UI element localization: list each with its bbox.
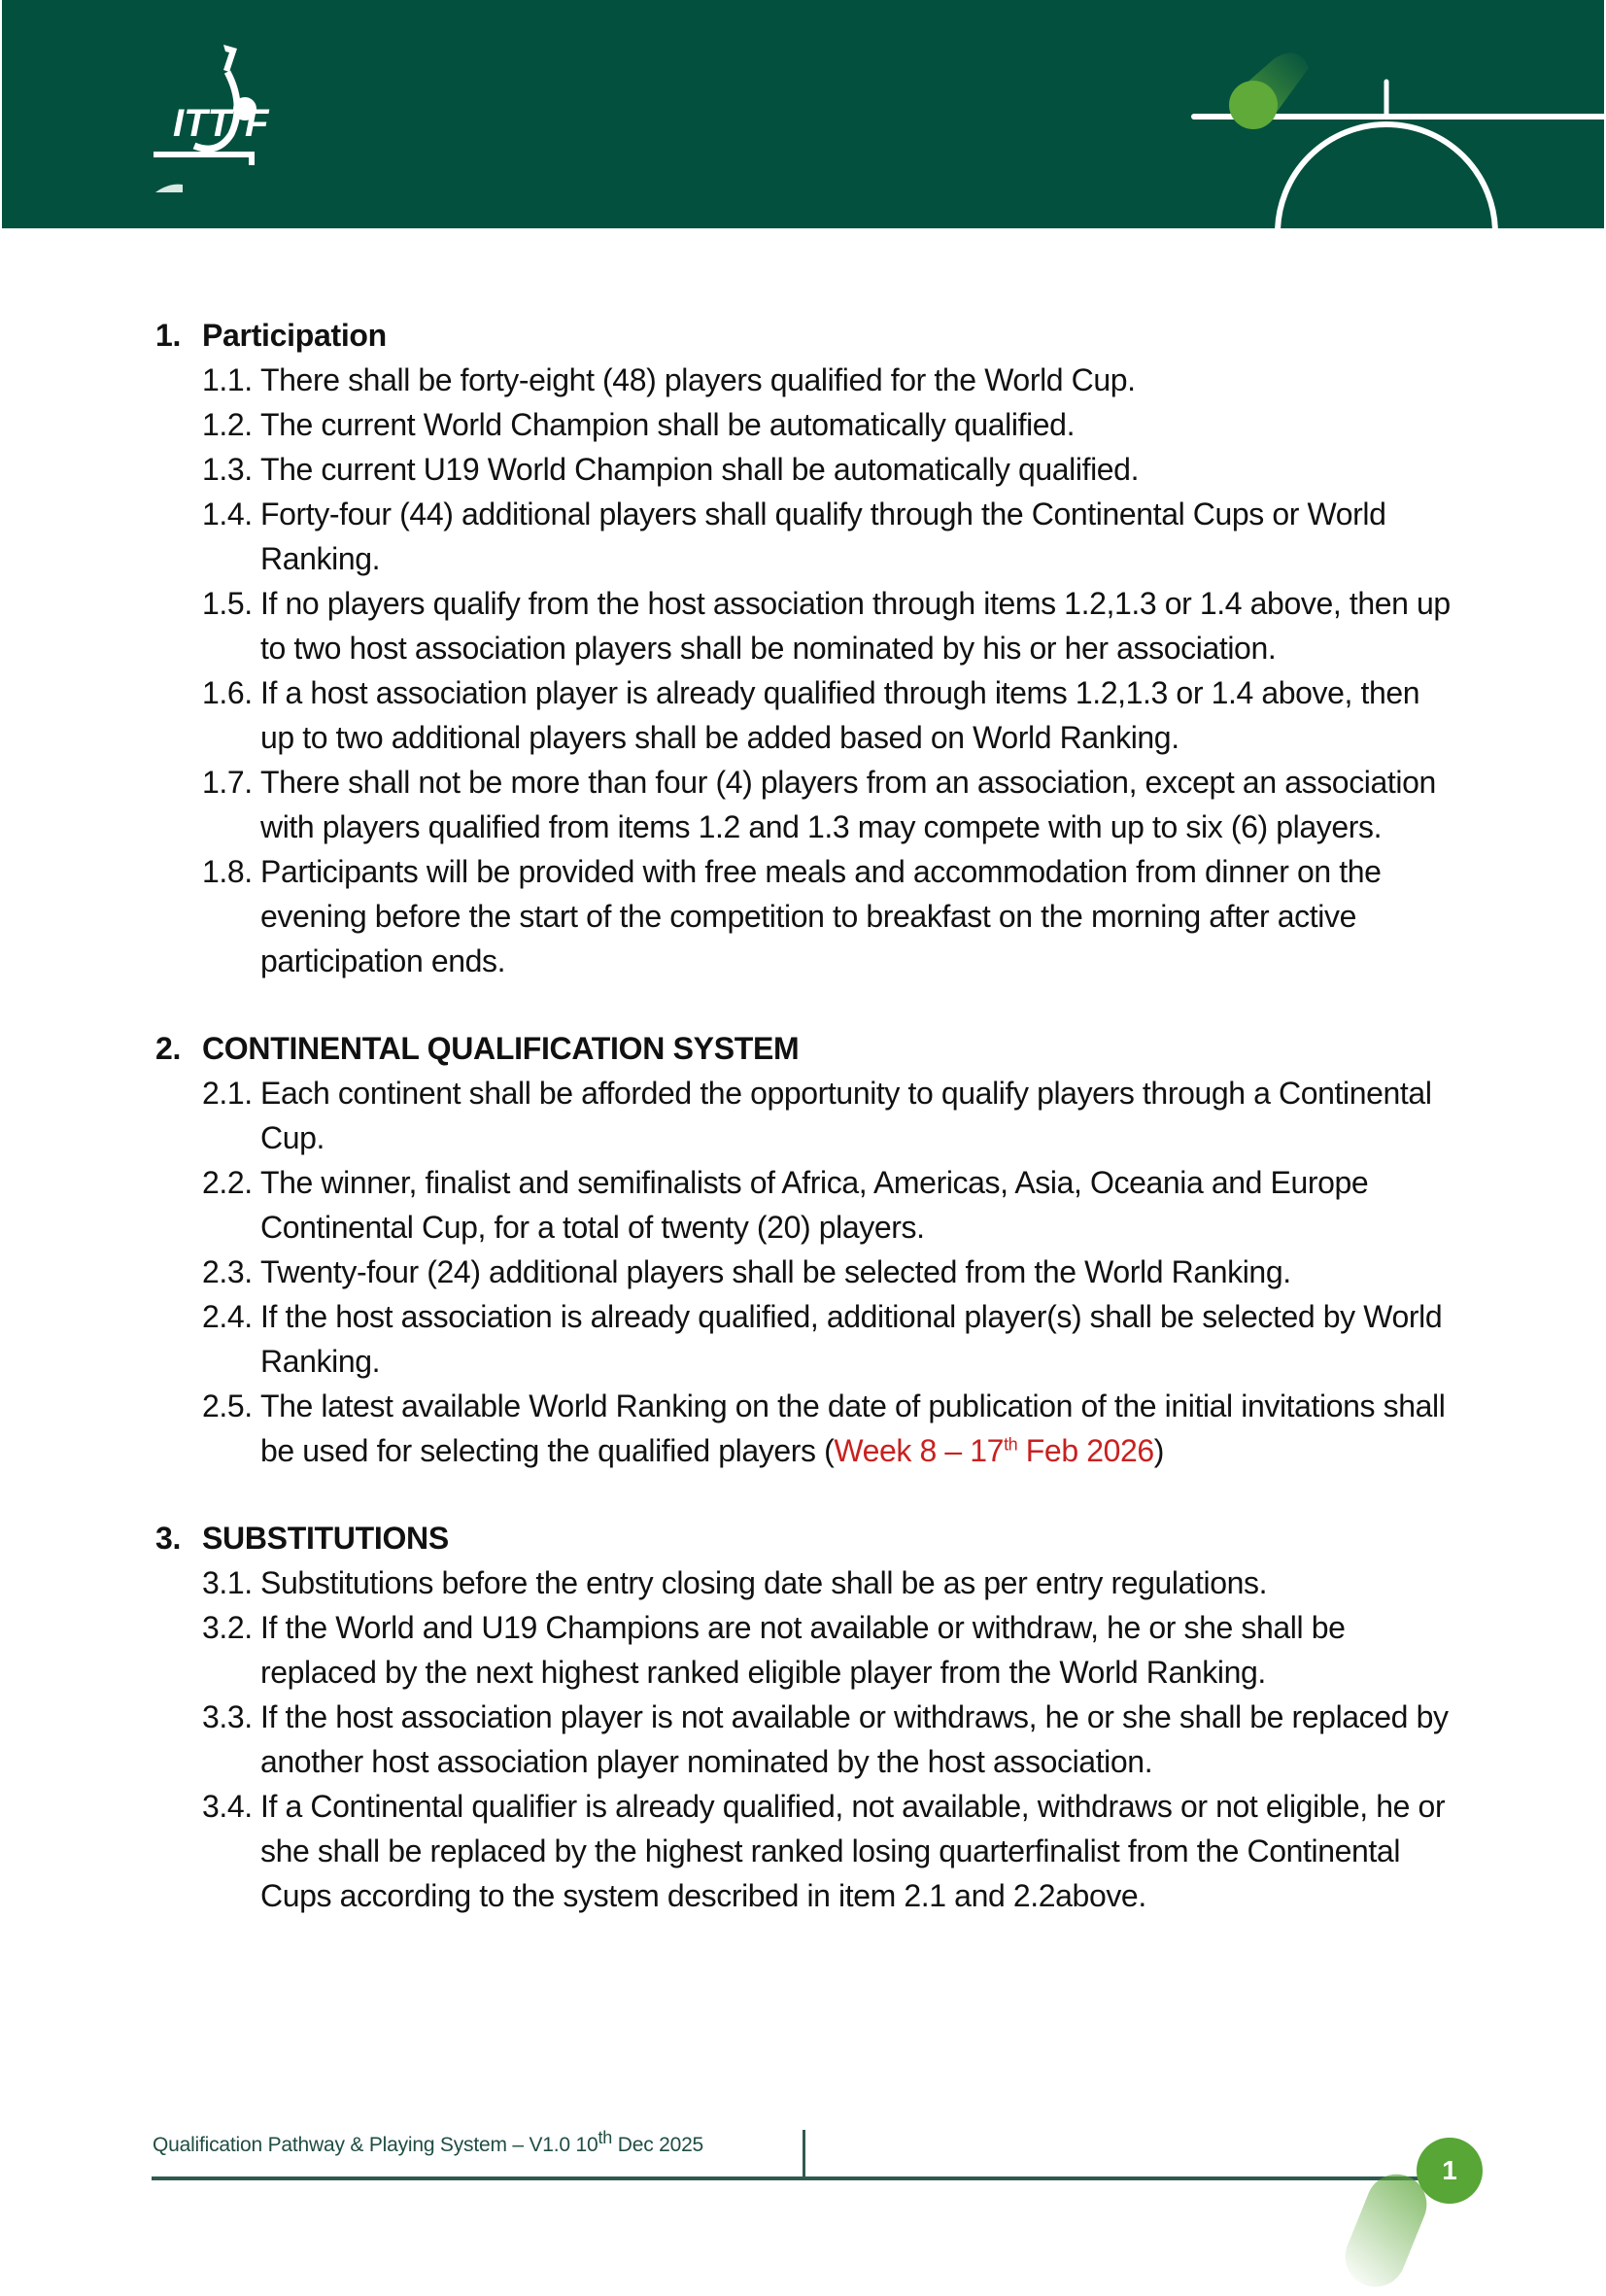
item-text: The current World Champion shall be automatically qualified. (260, 407, 1076, 442)
list-item (155, 1384, 1457, 1473)
item-text: There shall be forty-eight (48) players qualified for the World Cup. (260, 362, 1136, 397)
item-number: 1.7. (202, 765, 253, 800)
section-continental-qualification (155, 1026, 1457, 1473)
item-number: 1.1. (202, 362, 253, 397)
list-item (155, 1294, 1457, 1384)
item-number: 1.5. (202, 586, 253, 621)
list-item (155, 447, 1457, 492)
item-text: If the World and U19 Champions are not available or withdraw, he or she shall be replaced by the next highest ranked eligible player from the World Ranking. (260, 1610, 1346, 1690)
svg-text:F: F (245, 102, 269, 145)
footer-divider (803, 2130, 805, 2178)
list-item (155, 492, 1457, 581)
item-text: Twenty-four (24) additional players shall be selected from the World Ranking. (260, 1254, 1291, 1289)
list-item (155, 581, 1457, 670)
footer-document-title (153, 2128, 704, 2157)
page-number-badge: 1 (1417, 2138, 1483, 2204)
list-item (155, 402, 1457, 447)
section-heading (155, 313, 1457, 358)
item-number: 3.4. (202, 1789, 253, 1824)
document-body (155, 313, 1457, 1961)
item-text: Each continent shall be afforded the opportunity to qualify players through a Continental Cup. (260, 1076, 1432, 1155)
section-substitutions (155, 1516, 1457, 1918)
item-number: 1.8. (202, 854, 253, 889)
item-number: 2.4. (202, 1299, 253, 1334)
list-item (155, 1605, 1457, 1695)
section-title: CONTINENTAL QUALIFICATION SYSTEM (202, 1031, 800, 1066)
item-text: The current U19 World Champion shall be automatically qualified. (260, 452, 1140, 487)
footer-text: Dec 2025 (612, 2134, 704, 2156)
list-item (155, 760, 1457, 849)
highlight-text: Week 8 – 17 (834, 1433, 1005, 1468)
item-text: Participants will be provided with free meals and accommodation from dinner on the evening before the start of the competition to breakfast on the morning after active participation ends. (260, 854, 1382, 978)
highlight-text: Feb 2026 (1017, 1433, 1154, 1468)
closing-paren: ) (1153, 1433, 1165, 1468)
item-text: The winner, finalist and semifinalists of Africa, Americas, Asia, Oceania and Europe Continental Cup, for a total of twenty (20) players. (260, 1165, 1369, 1245)
section-title: SUBSTITUTIONS (202, 1521, 449, 1556)
item-number: 1.3. (202, 452, 253, 487)
list-item (155, 849, 1457, 983)
item-number: 1.6. (202, 675, 253, 710)
item-text: If the host association is already qualified, additional player(s) shall be selected by World Ranking. (260, 1299, 1443, 1379)
item-text: Substitutions before the entry closing date shall be as per entry regulations. (260, 1565, 1268, 1600)
item-number: 1.2. (202, 407, 253, 442)
item-number: 2.2. (202, 1165, 253, 1200)
section-participation (155, 313, 1457, 983)
footer-text: Qualification Pathway & Playing System – V1.0 10 (153, 2134, 598, 2156)
list-item (155, 1071, 1457, 1160)
item-text: Forty-four (44) additional players shall qualify through the Continental Cups or World Ranking. (260, 497, 1386, 576)
section-heading (155, 1516, 1457, 1560)
item-text (260, 1384, 1457, 1473)
item-number: 2.3. (202, 1254, 253, 1289)
section-heading (155, 1026, 1457, 1071)
ranking-week-highlight (834, 1433, 1153, 1468)
section-number: 2. (155, 1031, 182, 1066)
item-text: If a Continental qualifier is already qualified, not available, withdraws or not eligible, he or she shall be replaced by the highest ranked losing quarterfinalist from the Continental Cups according to the system described in item 2.1 and 2.2above. (260, 1789, 1446, 1913)
list-item (155, 670, 1457, 760)
item-number: 1.4. (202, 497, 253, 531)
ordinal-suffix: th (598, 2128, 613, 2147)
list-item (155, 358, 1457, 402)
item-text: If no players qualify from the host association through items 1.2,1.3 or 1.4 above, then up to two host association players shall be nominated by his or her association. (260, 586, 1451, 666)
item-number: 2.5. (202, 1388, 253, 1423)
item-text: There shall not be more than four (4) players from an association, except an association with players qualified from items 1.2 and 1.3 may compete with up to six (6) players. (260, 765, 1436, 844)
list-item (155, 1784, 1457, 1918)
svg-text:ITT: ITT (173, 102, 231, 145)
list-item (155, 1160, 1457, 1250)
section-number: 1. (155, 318, 182, 353)
item-number: 3.1. (202, 1565, 253, 1600)
list-item (155, 1250, 1457, 1294)
item-text: If the host association player is not available or withdraws, he or she shall be replaced by another host association player nominated by the host association. (260, 1699, 1449, 1779)
list-item (155, 1560, 1457, 1605)
list-item (155, 1695, 1457, 1784)
section-number: 3. (155, 1521, 182, 1556)
table-tennis-ball-net-icon (2, 0, 1604, 228)
item-number: 3.3. (202, 1699, 253, 1734)
item-text-main: The latest available World Ranking on the date of publication of the initial invitations shall be used for selecting the qualified players ( (260, 1388, 1446, 1468)
section-title: Participation (202, 318, 387, 353)
header-band (2, 0, 1604, 228)
footer-rule (152, 2176, 1424, 2180)
item-number: 2.1. (202, 1076, 253, 1111)
item-number: 3.2. (202, 1610, 253, 1645)
ordinal-suffix: th (1004, 1434, 1018, 1455)
item-text: If a host association player is already qualified through items 1.2,1.3 or 1.4 above, then up to two additional players shall be added based on World Ranking. (260, 675, 1420, 755)
